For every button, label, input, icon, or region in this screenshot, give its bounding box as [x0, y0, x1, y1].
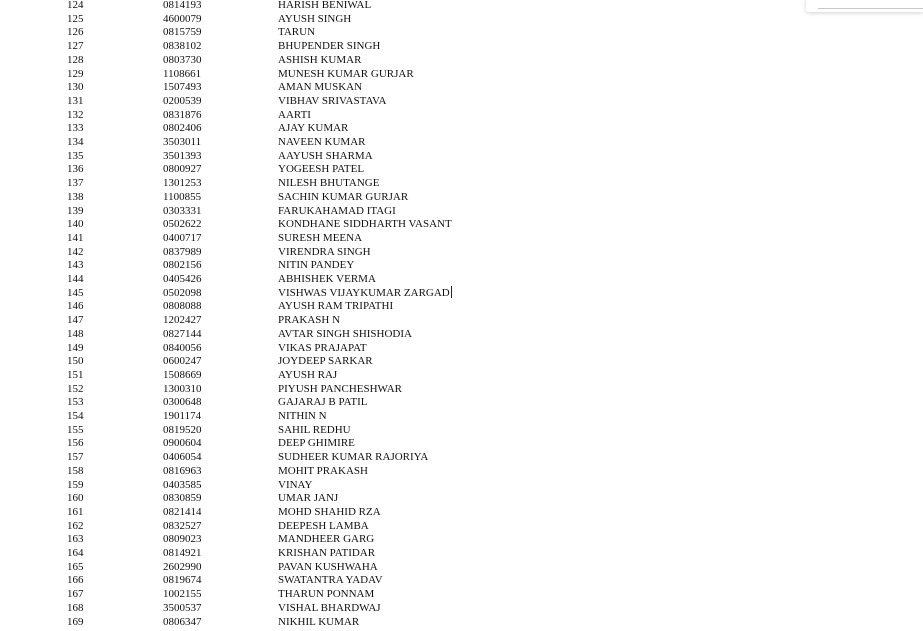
- list-row: [0, 162, 600, 176]
- list-row: [0, 491, 600, 505]
- list-row: [0, 245, 600, 259]
- list-row: [0, 121, 600, 135]
- serial-number: 159: [67, 478, 84, 491]
- list-row: [0, 587, 600, 601]
- serial-number: 130: [67, 81, 84, 94]
- list-row: [0, 423, 600, 437]
- roll-number: 0821414: [163, 505, 202, 518]
- candidate-name: SURESH MEENA: [278, 231, 363, 244]
- candidate-name: KONDHANE SIDDHARTH VASANT: [278, 218, 452, 231]
- roll-number: 0831876: [163, 108, 202, 121]
- list-row: [0, 368, 600, 382]
- candidate-name: SUDHEER KUMAR RAJORIYA: [278, 451, 429, 464]
- list-row: [0, 176, 600, 190]
- serial-number: 147: [67, 314, 84, 327]
- serial-number: 142: [67, 245, 84, 258]
- candidate-name: SACHIN KUMAR GURJAR: [278, 190, 409, 203]
- candidate-name: PIYUSH PANCHESHWAR: [278, 382, 402, 395]
- panel-divider: [818, 8, 923, 9]
- list-row: [0, 313, 600, 327]
- serial-number: 128: [67, 53, 84, 66]
- roll-number: 0802406: [163, 122, 202, 135]
- candidate-name: VISHAL BHARDWAJ: [278, 601, 381, 614]
- candidate-name: DEEPESH LAMBA: [278, 519, 369, 532]
- candidate-name: AVTAR SINGH SHISHODIA: [278, 327, 412, 340]
- roll-number: 0809023: [163, 533, 202, 546]
- serial-number: 153: [67, 396, 84, 409]
- candidate-name: AAYUSH SHARMA: [278, 149, 373, 162]
- list-row: [0, 39, 600, 53]
- roll-number: 0819674: [163, 574, 202, 587]
- list-row: [0, 258, 600, 272]
- list-row: [0, 409, 600, 423]
- serial-number: 168: [67, 601, 84, 614]
- serial-number: 132: [67, 108, 84, 121]
- serial-number: 148: [67, 327, 84, 340]
- list-row: [0, 12, 600, 26]
- roll-number: 1202427: [163, 314, 202, 327]
- list-row: [0, 601, 600, 615]
- roll-number: 1002155: [163, 588, 202, 601]
- roll-number: 1301253: [163, 177, 202, 190]
- roll-number: 0840056: [163, 341, 202, 354]
- candidate-name: AYUSH RAJ: [278, 368, 338, 381]
- serial-number: 162: [67, 519, 84, 532]
- serial-number: 143: [67, 259, 84, 272]
- candidate-name: NAVEEN KUMAR: [278, 136, 366, 148]
- candidate-name: AYUSH SINGH: [278, 12, 352, 25]
- roll-number: 0405426: [163, 273, 202, 285]
- roll-number: 0900604: [163, 437, 202, 450]
- serial-number: 158: [67, 464, 84, 477]
- roll-number: 0837989: [163, 245, 202, 258]
- list-row: [0, 25, 600, 39]
- roll-number: 0300648: [163, 396, 202, 409]
- serial-number: 160: [67, 492, 84, 505]
- roll-number: 1508669: [163, 368, 202, 381]
- candidate-name: MOHD SHAHID RZA: [278, 505, 381, 518]
- candidate-name: AMAN MUSKAN: [278, 81, 363, 94]
- list-row: [0, 135, 600, 149]
- serial-number: 154: [67, 410, 84, 422]
- candidate-name: NILESH BHUTANGE: [278, 177, 380, 190]
- serial-number: 167: [67, 588, 84, 601]
- roll-number: 0803730: [163, 53, 202, 66]
- serial-number: 135: [67, 149, 84, 162]
- roll-number: 0502622: [163, 218, 202, 231]
- candidate-name: AARTI: [278, 108, 311, 121]
- list-row: [0, 615, 600, 629]
- list-row: [0, 546, 600, 560]
- roll-number: 1901174: [163, 410, 202, 422]
- roll-number: 2602990: [163, 560, 202, 573]
- roll-number: 1507493: [163, 81, 202, 94]
- roll-number: 3503011: [163, 136, 202, 148]
- serial-number: 126: [67, 26, 84, 39]
- list-row: [0, 217, 600, 231]
- candidate-name: AJAY KUMAR: [278, 122, 349, 135]
- list-row: [0, 67, 600, 81]
- roll-number: 0403585: [163, 478, 202, 491]
- serial-number: 139: [67, 204, 84, 217]
- serial-number: 134: [67, 136, 84, 148]
- roll-number: 0827144: [163, 327, 202, 340]
- candidate-name: DEEP GHIMIRE: [278, 437, 355, 450]
- list-row: [0, 0, 600, 12]
- candidate-name: BHUPENDER SINGH: [278, 40, 381, 53]
- candidate-name: THARUN PONNAM: [278, 588, 375, 601]
- roll-number: 0838102: [163, 40, 202, 53]
- serial-number: 157: [67, 451, 84, 464]
- serial-number: 156: [67, 437, 84, 450]
- serial-number: 155: [67, 423, 84, 436]
- list-row: [0, 560, 600, 574]
- candidate-name: NITIN PANDEY: [278, 259, 355, 272]
- list-row: [0, 94, 600, 108]
- serial-number: 137: [67, 177, 84, 190]
- candidate-name: MANDHEER GARG: [278, 533, 375, 546]
- candidate-name: PAVAN KUSHWAHA: [278, 560, 378, 573]
- serial-number: 124: [67, 0, 84, 11]
- roll-number: 0800927: [163, 163, 202, 176]
- serial-number: 141: [67, 231, 84, 244]
- roll-number: 0200539: [163, 94, 202, 107]
- roll-number: 0303331: [163, 204, 202, 217]
- serial-number: 166: [67, 574, 84, 587]
- candidate-name: MOHIT PRAKASH: [278, 464, 368, 477]
- roll-number: 4600079: [163, 12, 202, 25]
- roll-number: 0808088: [163, 300, 202, 313]
- list-row: [0, 395, 600, 409]
- list-row: [0, 573, 600, 587]
- serial-number: 133: [67, 122, 84, 135]
- serial-number: 145: [67, 286, 84, 299]
- roll-number: 0806347: [163, 615, 202, 628]
- roll-number: 0815759: [163, 26, 202, 39]
- list-row: [0, 204, 600, 218]
- candidate-name: AYUSH RAM TRIPATHI: [278, 300, 394, 313]
- serial-number: 138: [67, 190, 84, 203]
- serial-number: 149: [67, 341, 84, 354]
- candidate-name: HARISH BENIWAL: [278, 0, 372, 11]
- candidate-name: SWATANTRA YADAV: [278, 574, 383, 587]
- roll-number: 0816963: [163, 464, 202, 477]
- candidate-name: YOGEESH PATEL: [278, 163, 365, 176]
- candidate-name: VIKAS PRAJAPAT: [278, 341, 367, 354]
- list-row: [0, 519, 600, 533]
- list-row: [0, 478, 600, 492]
- serial-number: 152: [67, 382, 84, 395]
- candidate-name: TARUN: [278, 26, 316, 39]
- floating-panel: [806, 0, 923, 12]
- list-row: [0, 149, 600, 163]
- serial-number: 144: [67, 273, 84, 285]
- roll-number: 0400717: [163, 231, 202, 244]
- serial-number: 165: [67, 560, 84, 573]
- roll-number: 1108661: [163, 67, 202, 80]
- candidate-name: ABHISHEK VERMA: [278, 273, 376, 285]
- list-row: [0, 53, 600, 67]
- list-row: [0, 382, 600, 396]
- roll-number: 3500537: [163, 601, 202, 614]
- candidate-name: PRAKASH N: [278, 314, 341, 327]
- serial-number: 140: [67, 218, 84, 231]
- candidate-name: JOYDEEP SARKAR: [278, 355, 373, 368]
- candidate-name: SAHIL REDHU: [278, 423, 351, 436]
- candidate-name: VINAY: [278, 478, 313, 491]
- serial-number: 125: [67, 12, 84, 25]
- text-cursor: [451, 286, 452, 298]
- serial-number: 131: [67, 94, 84, 107]
- list-row: [0, 190, 600, 204]
- candidate-name: UMAR JANJ: [278, 492, 339, 505]
- candidate-name: VIBHAV SRIVASTAVA: [278, 94, 387, 107]
- candidate-name: MUNESH KUMAR GURJAR: [278, 67, 414, 80]
- roll-number: 1300310: [163, 382, 202, 395]
- candidate-name: KRISHAN PATIDAR: [278, 547, 376, 559]
- list-row: [0, 80, 600, 94]
- candidate-name: VIRENDRA SINGH: [278, 245, 371, 258]
- serial-number: 169: [67, 615, 84, 628]
- serial-number: 161: [67, 505, 84, 518]
- serial-number: 150: [67, 355, 84, 368]
- serial-number: 163: [67, 533, 84, 546]
- roll-number: 0832527: [163, 519, 202, 532]
- candidate-name: ASHISH KUMAR: [278, 53, 362, 66]
- roll-number: 0802156: [163, 259, 202, 272]
- candidate-name: GAJARAJ B PATIL: [278, 396, 368, 409]
- roll-number: 0830859: [163, 492, 202, 505]
- candidate-name: NIKHIL KUMAR: [278, 615, 360, 628]
- roll-number: 0814193: [163, 0, 202, 11]
- list-row: [0, 341, 600, 355]
- list-row: [0, 354, 600, 368]
- roll-number: 3501393: [163, 149, 202, 162]
- list-row: [0, 436, 600, 450]
- candidate-name: FARUKAHAMAD ITAGI: [278, 204, 396, 217]
- list-row: [0, 286, 600, 300]
- roll-number: 0814921: [163, 547, 202, 559]
- list-row: [0, 505, 600, 519]
- candidate-name: VISHWAS VIJAYKUMAR ZARGAD: [278, 286, 450, 299]
- list-row: [0, 272, 600, 286]
- candidate-name: NITHIN N: [278, 410, 327, 422]
- serial-number: 151: [67, 368, 84, 381]
- list-row: [0, 327, 600, 341]
- roll-number: 0819520: [163, 423, 202, 436]
- list-row: [0, 231, 600, 245]
- roll-number: 0406054: [163, 451, 202, 464]
- serial-number: 164: [67, 547, 84, 559]
- roll-number: 1100855: [163, 190, 202, 203]
- list-row: [0, 299, 600, 313]
- roll-number: 0600247: [163, 355, 202, 368]
- serial-number: 127: [67, 40, 84, 53]
- list-row: [0, 464, 600, 478]
- serial-number: 146: [67, 300, 84, 313]
- list-row: [0, 450, 600, 464]
- serial-number: 129: [67, 67, 84, 80]
- roll-number: 0502098: [163, 286, 202, 299]
- list-row: [0, 108, 600, 122]
- serial-number: 136: [67, 163, 84, 176]
- list-row: [0, 532, 600, 546]
